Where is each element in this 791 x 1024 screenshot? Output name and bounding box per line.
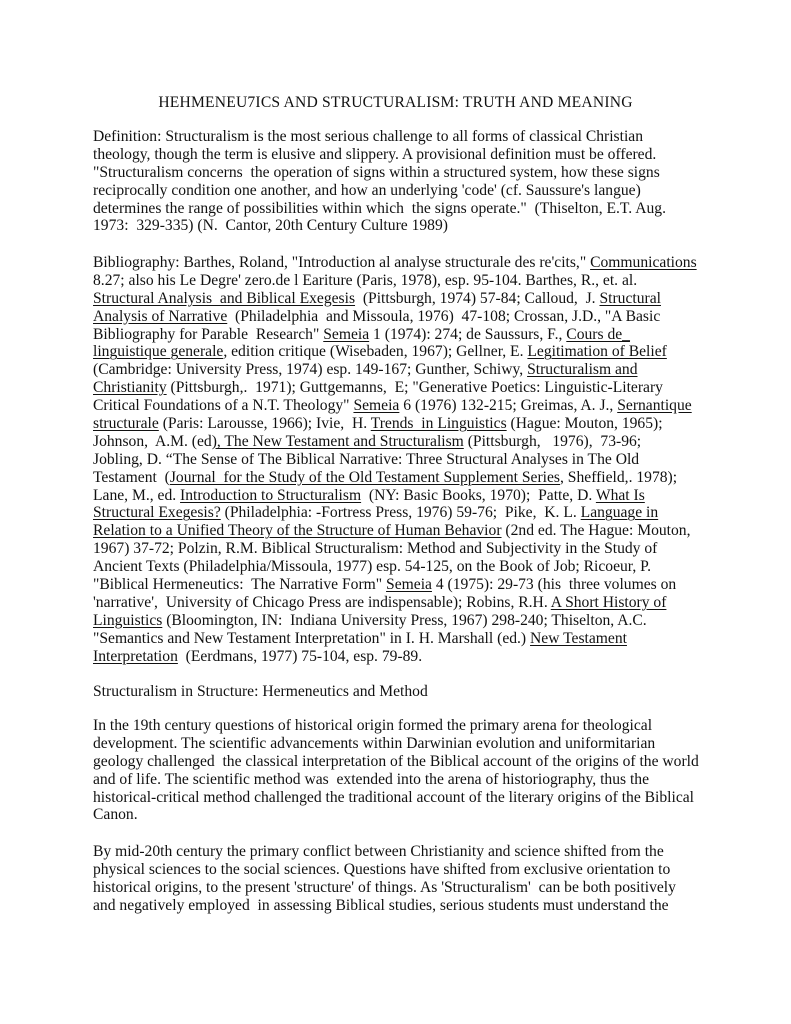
underlined-citation: linguistique generale [93,343,224,361]
text-line [93,897,713,915]
text-run: (2nd ed. The Hague: Mouton, [501,522,691,540]
text-run: "Semantics and New Testament Interpretation" in I. H. Marshall (ed.) [93,629,531,647]
text-line [93,415,713,433]
text-run: (Philadelphia and Missoula, 1976) 47-108; Crossan, J.D., "A Basic [227,307,661,325]
text-run: 4 (1975): 29-73 (his three volumes on [431,576,677,594]
underlined-citation: Legitimation of Belief [527,343,667,361]
text-line [93,361,713,379]
definition-paragraph [93,128,713,235]
underlined-citation: Structural [599,289,661,307]
text-run: By mid-20th century the primary conflict between Christianity and science shifted from the [93,843,664,860]
text-run: In the 19th century questions of historical origin formed the primary arena for theological [93,717,653,734]
text-run: (Hague: Mouton, 1965); [506,415,663,433]
text-line [93,789,713,807]
text-line [93,558,713,576]
underlined-citation: What Is [595,486,645,504]
text-line [93,326,713,344]
text-line [93,806,713,824]
text-run: 6 (1976) 132-215; Greimas, A. J., [399,397,618,415]
text-line [93,735,713,753]
text-run: Lane, M., ed. [93,486,181,504]
underlined-citation: Semeia [353,397,400,415]
text-run: , edition critique (Wisebaden, 1967); Gellner, E. [223,343,528,361]
text-run: (Pittsburgh, 1974) 57-84; Calloud, J. [355,289,600,307]
text-line [93,753,713,771]
text-line [93,200,713,218]
section-heading: Structuralism in Structure: Hermeneutics and Method [93,683,428,700]
text-line [93,612,713,630]
text-run: , Sheffield,. 1978); [560,468,678,486]
text-line [93,522,713,540]
text-run: (Philadelphia: -Fortress Press, 1976) 59-76; Pike, K. L. [220,504,581,522]
underlined-citation: Linguistics [93,611,163,629]
text-run: "Biblical Hermeneutics: The Narrative Form" [93,576,387,594]
history-paragraph [93,717,713,824]
document-title: HEHMENEU7ICS AND STRUCTURALISM: TRUTH AND MEANING [158,94,633,111]
text-run: Bibliography for Parable Research" [93,325,324,343]
text-line [93,843,713,861]
text-line [93,217,713,235]
text-run: Critical Foundations of a N.T. Theology" [93,397,354,415]
text-run: and negatively employed in assessing Biblical studies, serious students must understand the [93,896,669,914]
text-line [93,272,713,290]
text-run: (Pittsburgh,. 1971); Guttgemanns, E; "Generative Poetics: Linguistic-Literary [166,379,663,397]
underlined-citation: Structural Exegesis? [93,504,221,522]
underlined-citation: Journal for the Study of the Old Testament Supplement Series [169,468,560,486]
text-run: (Pittsburgh, 1976), 73-96; [463,432,642,450]
underlined-citation: Analysis of Narrative [93,307,228,325]
text-run: 'narrative', University of Chicago Press are indispensable); Robins, R.H. [93,593,551,611]
text-line [93,433,713,451]
text-run: (Bloomington, IN: Indiana University Press, 1967) 298-240; Thiselton, A.C. [162,611,647,629]
text-run: physical sciences to the social sciences. Questions have shifted from exclusive orientation to [93,860,671,878]
text-run: and of life. The scientific method was extended into the arena of historiography, thus the [93,770,650,788]
social-sciences-paragraph [93,843,713,915]
text-line [93,182,713,200]
text-run: (Eerdmans, 1977) 75-104, esp. 79-89. [177,647,423,665]
text-line [93,308,713,326]
underlined-citation: Interpretation [93,647,178,665]
text-run: reciprocally condition one another, and how an underlying 'code' (cf. Saussure's langue) [93,181,641,199]
text-line [93,771,713,789]
text-line [93,397,713,415]
text-run: 1973: 329-335) (N. Cantor, 20th Century Culture 1989) [93,217,448,235]
underlined-citation: Structuralism and [527,361,638,379]
text-run: theology, though the term is elusive and slippery. A provisional definition must be offered. [93,145,657,163]
text-line [93,164,713,182]
underlined-citation: Communications [590,254,697,271]
text-line [93,594,713,612]
underlined-citation: Relation to a Unified Theory of the Structure of Human Behavior [93,522,502,540]
text-run: "Structuralism concerns the operation of signs within a structured system, how these signs [93,163,660,181]
underlined-citation: New Testament [530,629,627,647]
bibliography-paragraph [93,254,713,665]
text-run: historical origins, to the present 'structure' of things. As 'Structuralism' can be both positively [93,878,676,896]
text-line [93,879,713,897]
text-line [93,540,713,558]
text-run: Jobling, D. “The Sense of The Biblical Narrative: Three Structural Analyses in The Old [93,450,640,468]
text-run: historical-critical method challenged the traditional account of the literary origins of the Biblical [93,788,695,806]
text-run: Bibliography: Barthes, Roland, "Introduction al analyse structurale des re'cits," [93,254,591,271]
underlined-citation: Structural Analysis and Biblical Exegesis [93,289,356,307]
underlined-citation: Cours de_ [566,325,630,343]
text-run: determines the range of possibilities within which the signs operate." (Thiselton, E.T. Aug. [93,199,666,217]
text-run: development. The scientific advancements within Darwinian evolution and uniformitarian [93,734,656,752]
text-run: 1 (1974): 274; de Saussurs, F., [369,325,567,343]
text-line [93,630,713,648]
underlined-citation: Christianity [93,379,167,397]
text-run: (Paris: Larousse, 1966); Ivie, H. [158,415,371,433]
text-run: Johnson, A.M. (ed [93,432,212,450]
underlined-citation: Introduction to Structuralism [180,486,362,504]
text-line [93,487,713,505]
text-run: (Cambridge: University Press, 1974) esp. 149-167; Gunther, Schiwy, [93,361,528,379]
text-run: geology challenged the classical interpretation of the Biblical account of the origins of the world [93,752,699,770]
underlined-citation: Language in [580,504,659,522]
text-line [93,128,713,146]
underlined-citation: Semeia [386,576,432,594]
text-run: Definition: Structuralism is the most serious challenge to all forms of classical Christian [93,128,644,145]
text-line [93,648,713,666]
text-line [93,717,713,735]
underlined-citation: Trends in Linguistics [370,415,507,433]
text-line [93,576,713,594]
text-run: Testament ( [93,468,170,486]
text-run: 8.27; also his Le Degre' zero.de l Eariture (Paris, 1978), esp. 95-104. Barthes, R., et. al. [93,271,638,289]
underlined-citation: A Short History of [550,593,667,611]
text-line [93,451,713,469]
text-run: (NY: Basic Books, 1970); Patte, D. [361,486,596,504]
text-line [93,379,713,397]
underlined-citation: Semeia [323,325,370,343]
underlined-citation: ), The New Testament and Structuralism [211,432,464,450]
text-line [93,254,713,272]
text-line [93,504,713,522]
text-line [93,290,713,308]
text-line [93,146,713,164]
text-run: Ancient Texts (Philadelphia/Missoula, 1977) esp. 54-125, on the Book of Job; Ricoeur, P. [93,558,652,576]
text-line [93,469,713,487]
text-run: Canon. [93,806,138,824]
underlined-citation: Sernantique [617,397,692,415]
text-run: 1967) 37-72; Polzin, R.M. Biblical Structuralism: Method and Subjectivity in the Study of [93,540,658,558]
text-line [93,343,713,361]
underlined-citation: structurale [93,415,159,433]
text-line [93,861,713,879]
